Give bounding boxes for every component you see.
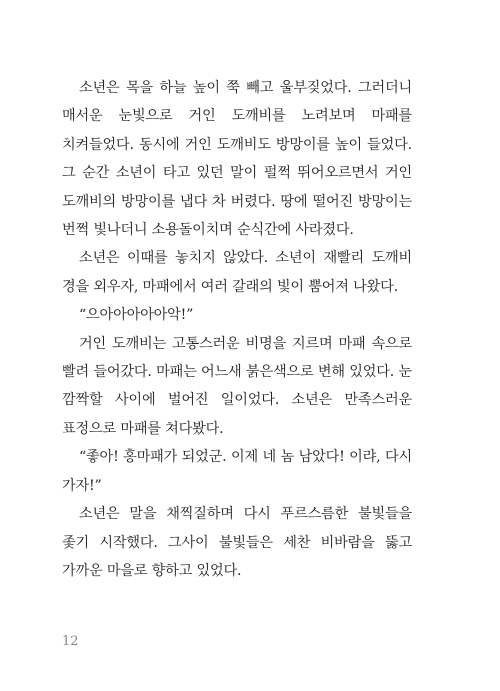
paragraph-6: 소년은 말을 채찍질하며 다시 푸르스름한 불빛들을 좇기 시작했다. 그사이 불빛들은 세찬 비바람을 뚫고 가까운 마을로 향하고 있었다. bbox=[62, 506, 412, 579]
paragraph-4: 거인 도깨비는 고통스러운 비명을 지르며 마패 속으로 빨려 들어갔다. 마패는 어느새 붉은색으로 변해 있었다. 눈 깜짝할 사이에 벌어진 일이었다. 소년은 만족스러운 표정으로 마패를 쳐다봤다. bbox=[62, 335, 412, 437]
paragraph-3: “으아아아아아악!” bbox=[79, 307, 194, 324]
paragraph-2: 소년은 이때를 놓치지 않았다. 소년이 재빨리 도깨비 경을 외우자, 마패에서 여러 갈래의 빛이 뿜어져 나왔다. bbox=[62, 250, 412, 295]
paragraph-5: “좋아! 홍마패가 되었군. 이제 네 놈 남았다! 이랴, 다시 가자!” bbox=[62, 449, 412, 494]
body-text bbox=[62, 74, 412, 585]
paragraph-1: 소년은 목을 하늘 높이 쭉 빼고 울부짖었다. 그러더니 매서운 눈빛으로 거인 도깨비를 노려보며 마패를 치켜들었다. 동시에 거인 도깨비도 방망이를 높이 들었다. 그 순간 소년이 타고 있던 말이 펄쩍 뛰어오르면서 거인 도깨비의 방망이를 냅다 차 버렸다. 땅에 떨어진 방망이는 번쩍 빛나더니 소용돌이치며 순식간에 사라졌다. bbox=[62, 80, 412, 239]
page-number: 12 bbox=[62, 634, 79, 649]
